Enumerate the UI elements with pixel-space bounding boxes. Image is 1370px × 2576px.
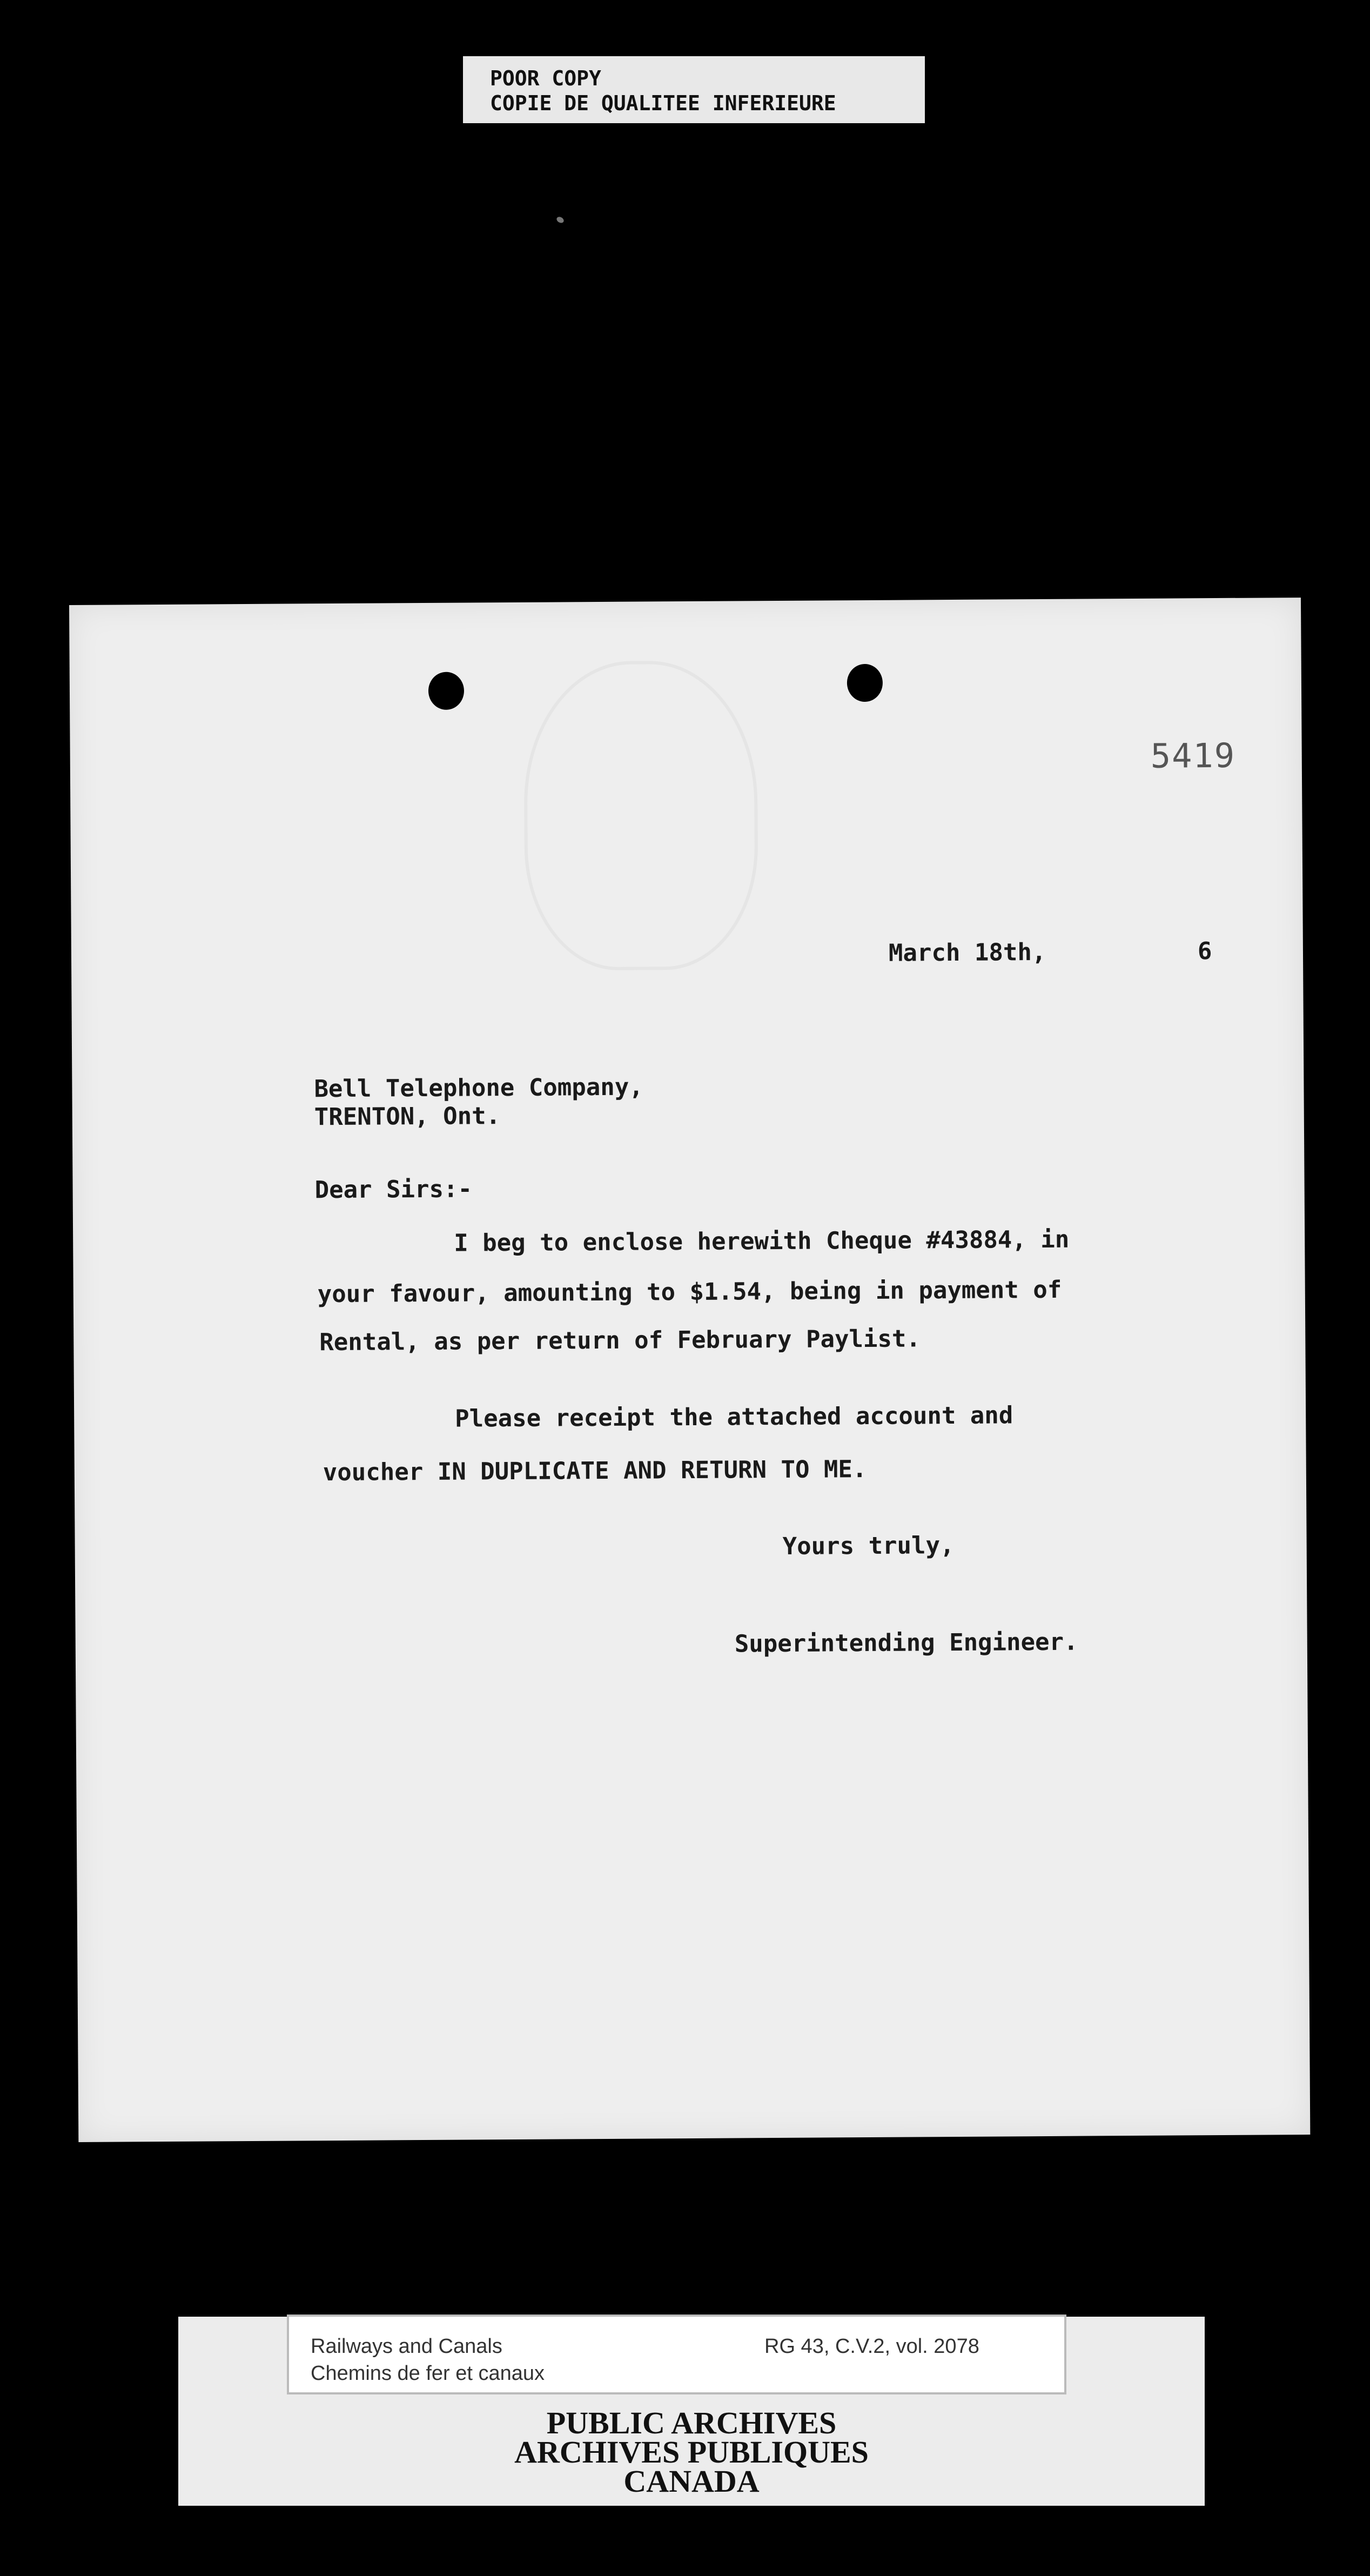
punch-hole-right [847, 664, 883, 702]
body-line: Please receipt the attached account and [455, 1401, 1013, 1433]
archive-panel [178, 2317, 1205, 2506]
punch-hole-left [428, 672, 464, 710]
signature-title: Superintending Engineer. [734, 1628, 1078, 1658]
poor-copy-label [463, 56, 925, 123]
body-line: Rental, as per return of February Paylist. [319, 1325, 921, 1357]
body-line: voucher IN DUPLICATE AND RETURN TO ME. [323, 1455, 867, 1487]
archive-reference-box [289, 2317, 1064, 2392]
archive-title-country: CANADA [623, 2464, 760, 2499]
archive-title-fr: ARCHIVES PUBLIQUES [514, 2434, 869, 2470]
dust-speck [555, 216, 565, 224]
closing: Yours truly, [782, 1532, 955, 1560]
letter-date-year: 6 [1197, 937, 1212, 965]
archive-title-en: PUBLIC ARCHIVES [546, 2405, 837, 2440]
letter-sheet [69, 598, 1310, 2142]
fonds-name-fr: Chemins de fer et canaux [311, 2362, 545, 2385]
recipient-name: Bell Telephone Company, [314, 1073, 643, 1103]
page-number: 5419 [1150, 735, 1236, 776]
fonds-name-en: Railways and Canals [311, 2335, 502, 2358]
poor-copy-label-fr: COPIE DE QUALITEE INFERIEURE [490, 91, 836, 115]
body-line: your favour, amounting to $1.54, being in payment of [317, 1276, 1062, 1309]
seal-watermark [523, 660, 758, 971]
archive-reference: RG 43, C.V.2, vol. 2078 [764, 2335, 979, 2358]
body-line: I beg to enclose herewith Cheque #43884, in [454, 1225, 1070, 1257]
poor-copy-label-en: POOR COPY [490, 66, 601, 90]
salutation: Dear Sirs:- [314, 1175, 473, 1204]
recipient-location: TRENTON, Ont. [314, 1102, 501, 1131]
letter-date: March 18th, [888, 938, 1046, 967]
